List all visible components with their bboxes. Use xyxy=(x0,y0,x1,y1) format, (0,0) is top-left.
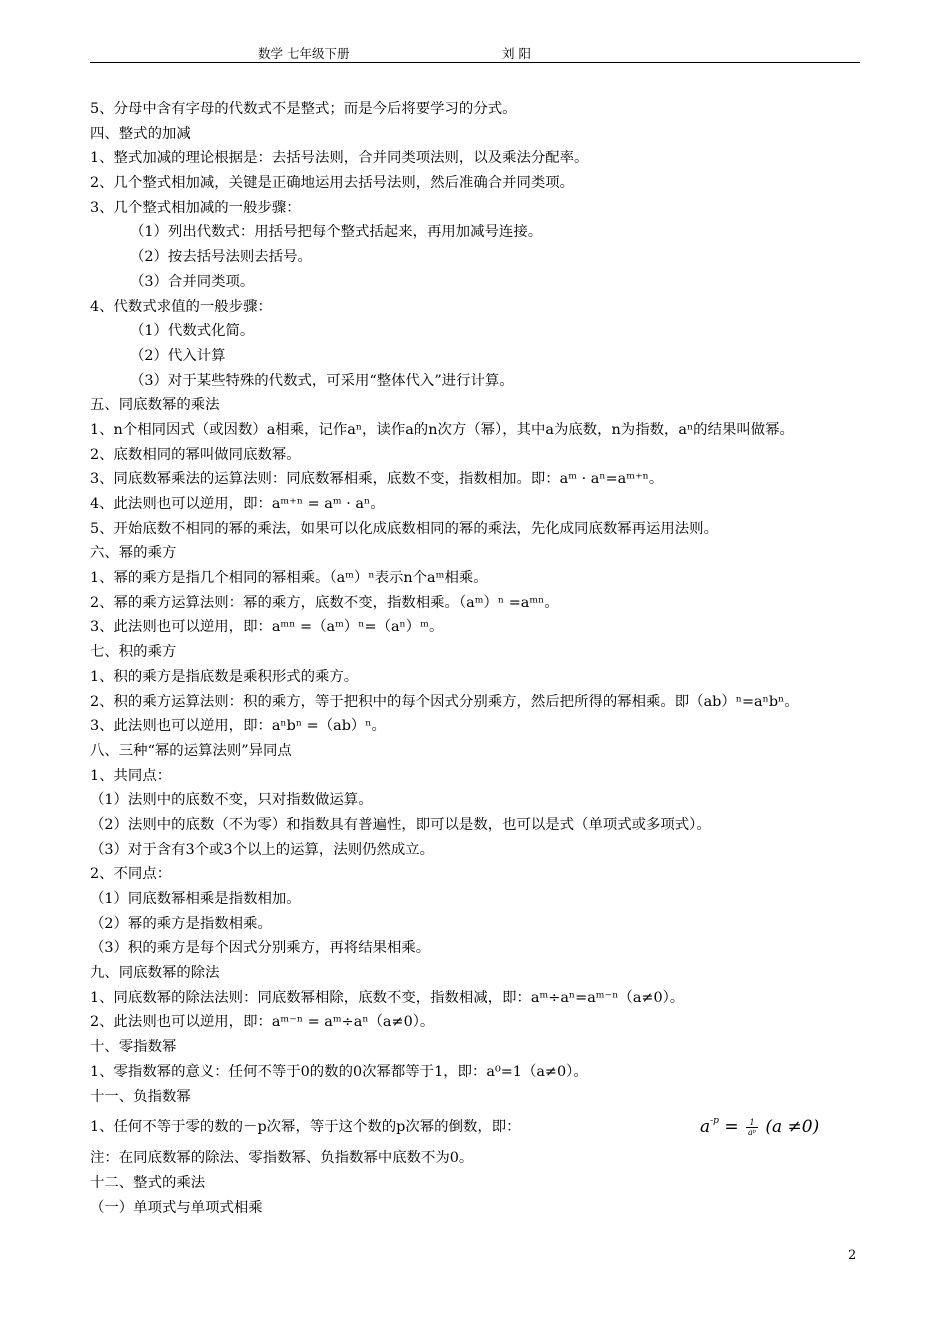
text-line: （2）按去括号法则去括号。 xyxy=(130,249,312,266)
text-line: 4、此法则也可以逆用，即：aᵐ⁺ⁿ = aᵐ · aⁿ。 xyxy=(90,496,385,512)
text-line: 九、同底数幂的除法 xyxy=(90,965,220,982)
formula-exponent: -p xyxy=(710,1116,719,1127)
text-line: （3）对于含有3个或3个以上的运算，法则仍然成立。 xyxy=(90,841,435,858)
formula-equals: = xyxy=(724,1117,739,1138)
page-header xyxy=(90,44,860,63)
text-block-main xyxy=(90,97,870,1109)
text-line: 2、底数相同的幂叫做同底数幂。 xyxy=(90,446,301,463)
text-line: 5、分母中含有字母的代数式不是整式；而是今后将要学习的分式。 xyxy=(90,101,517,117)
text-line: 1、n个相同因式（或因数）a相乘，记作aⁿ，读作a的n次方（幂），其中a为底数，n为指数，aⁿ的结果叫做幂。 xyxy=(90,421,794,438)
formula-condition: (a ≠0) xyxy=(765,1117,820,1138)
text-line: 4、代数式求值的一般步骤： xyxy=(90,298,272,315)
text-line: 3、此法则也可以逆用，即：aⁿbⁿ =（ab）ⁿ。 xyxy=(90,718,386,735)
text-line: 3、几个整式相加减的一般步骤： xyxy=(90,199,301,216)
text-line: 2、几个整式相加减，关键是正确地运用去括号法则，然后准确合并同类项。 xyxy=(90,175,575,192)
text-line: （2）代入计算 xyxy=(130,347,226,364)
text-line: （1）代数式化简。 xyxy=(130,323,255,340)
text-line: 1、整式加减的理论根据是：去括号法则，合并同类项法则，以及乘法分配率。 xyxy=(90,150,589,167)
text-line: 十二、整式的乘法 xyxy=(90,1174,206,1191)
text-line: （2）幂的乘方是指数相乘。 xyxy=(90,915,272,932)
text-line: （一）单项式与单项式相乘 xyxy=(90,1199,263,1216)
text-line: （3）对于某些特殊的代数式，可采用“整体代入”进行计算。 xyxy=(130,372,514,389)
text-line: （2）法则中的底数（不为零）和指数具有普遍性，即可以是数，也可以是式（单项式或多项式）。 xyxy=(90,816,711,833)
text-line: （1）法则中的底数不变，只对指数做运算。 xyxy=(90,792,373,809)
page-number: 2 xyxy=(848,1248,857,1263)
fraction-numerator: 1 xyxy=(746,1118,758,1128)
text-block-end xyxy=(90,1146,870,1220)
text-line: 注：在同底数幂的除法、零指数幂、负指数幂中底数不为0。 xyxy=(90,1150,474,1167)
text-line: 十一、负指数幂 xyxy=(90,1088,191,1105)
text-line: 1、同底数幂的除法法则：同底数幂相除，底数不变，指数相减，即：aᵐ÷aⁿ=aᵐ⁻ⁿ（a≠0）。 xyxy=(90,989,685,1006)
text-line: （1）同底数幂相乘是指数相加。 xyxy=(90,891,301,907)
document-body xyxy=(90,97,870,1220)
text-line: 七、积的乘方 xyxy=(90,644,177,661)
text-line: 四、整式的加减 xyxy=(90,125,191,142)
fraction-denominator: aᵖ xyxy=(748,1128,756,1138)
negative-exponent-formula xyxy=(700,1109,819,1139)
formula-base: a xyxy=(700,1117,711,1138)
text-line: 十、零指数幂 xyxy=(90,1039,177,1056)
header-author: 刘 阳 xyxy=(502,46,531,61)
text-line: 3、同底数幂乘法的运算法则：同底数幂相乘，底数不变，指数相加。即：aᵐ · aⁿ=aᵐ⁺ⁿ。 xyxy=(90,471,664,488)
text-line: 3、此法则也可以逆用，即：aᵐⁿ =（aᵐ）ⁿ=（aⁿ）ᵐ。 xyxy=(90,619,444,636)
text-line: （1）列出代数式：用括号把每个整式括起来，再用加减号连接。 xyxy=(130,224,543,241)
text-line: 五、同底数幂的乘法 xyxy=(90,397,220,414)
text-line: 5、开始底数不相同的幂的乘法，如果可以化成底数相同的幂的乘法，先化成同底数幂再运用法则。 xyxy=(90,520,718,537)
text-line: 2、积的乘方运算法则：积的乘方，等于把积中的每个因式分别乘方，然后把所得的幂相乘。即（ab）ⁿ=aⁿbⁿ。 xyxy=(90,693,799,710)
text-line: 2、此法则也可以逆用，即：aᵐ⁻ⁿ = aᵐ÷aⁿ（a≠0）。 xyxy=(90,1014,435,1031)
text-line: 1、零指数幂的意义：任何不等于0的数的0次幂都等于1，即：a⁰=1（a≠0）。 xyxy=(90,1063,588,1080)
text-line: 六、幂的乘方 xyxy=(90,545,177,562)
text-line: 1、积的乘方是指底数是乘积形式的乘方。 xyxy=(90,668,359,685)
negative-exponent-rule xyxy=(90,1109,870,1146)
text-line: 2、不同点： xyxy=(90,866,172,883)
header-title: 数学 七年级下册 xyxy=(258,46,350,61)
text-line: 1、幂的乘方是指几个相同的幂相乘。（aᵐ）ⁿ表示n个aᵐ相乘。 xyxy=(90,570,488,587)
formula-line-text: 1、任何不等于零的数的－p次幂，等于这个数的p次幂的倒数，即： xyxy=(90,1119,521,1136)
text-line: 八、三种“幂的运算法则”异同点 xyxy=(90,742,292,759)
text-line: （3）合并同类项。 xyxy=(130,273,255,290)
text-line: （3）积的乘方是每个因式分别乘方，再将结果相乘。 xyxy=(90,940,431,957)
formula-fraction xyxy=(746,1118,758,1137)
text-line: 1、共同点： xyxy=(90,767,172,784)
text-line: 2、幂的乘方运算法则：幂的乘方，底数不变，指数相乘。（aᵐ）ⁿ =aᵐⁿ。 xyxy=(90,594,559,611)
